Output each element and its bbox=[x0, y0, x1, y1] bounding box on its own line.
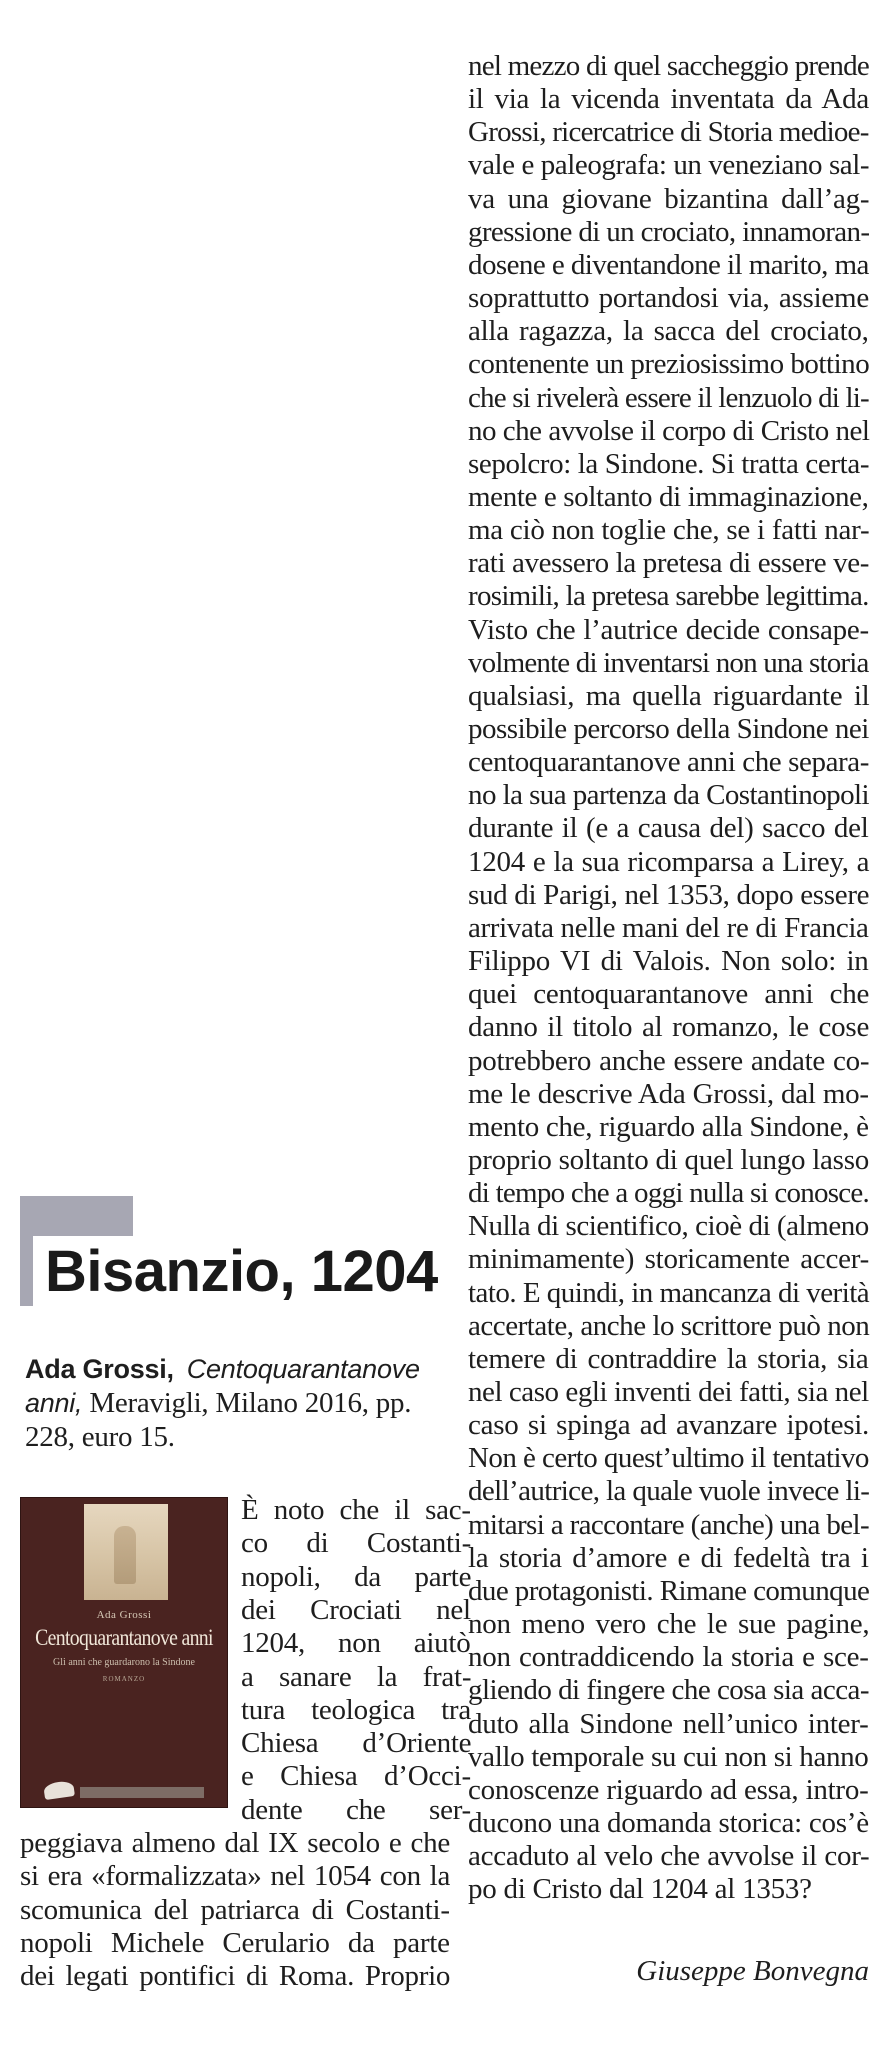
right-column-line: che si rivelerà essere il lenzuolo di li- bbox=[468, 381, 869, 414]
left-wrapped-line: co di Costanti- bbox=[241, 1527, 472, 1560]
right-column-line: me le descrive Ada Grossi, dal mo- bbox=[468, 1077, 869, 1110]
left-wrapped-line: 1204, non aiutò bbox=[241, 1627, 471, 1660]
left-wrapped-line: nopoli, da parte bbox=[241, 1560, 472, 1593]
right-column-line: soprattutto portandosi via, assieme bbox=[468, 282, 869, 315]
left-full-line: peggiava almeno dal IX secolo e che bbox=[20, 1827, 451, 1859]
cover-figure bbox=[114, 1526, 136, 1584]
right-column-line: gliendo di fingere che cosa sia acca- bbox=[468, 1674, 870, 1707]
left-wrapped-line: dente che ser- bbox=[241, 1793, 471, 1826]
right-column-line: gressione di un crociato, innamoran- bbox=[468, 215, 870, 248]
citation-book-title: Centoquarantanove bbox=[186, 1354, 420, 1384]
right-column-line: centoquarantanove anni che separa- bbox=[468, 746, 870, 779]
left-wrapped-line: È noto che il sac- bbox=[241, 1494, 471, 1526]
left-wrapped-line: e Chiesa d’Occi- bbox=[241, 1760, 471, 1793]
right-column-line: vale e paleografa: un veneziano sal- bbox=[468, 149, 870, 182]
right-column-line: durante il (e a causa del) sacco del bbox=[468, 812, 869, 845]
right-column-line: il via la vicenda inventata da Ada bbox=[468, 83, 869, 116]
right-column-line: non meno vero che le sue pagine, bbox=[468, 1608, 870, 1641]
publisher-logo-icon bbox=[43, 1780, 75, 1800]
right-column-line: accertate, anche lo scrittore può non bbox=[468, 1309, 870, 1342]
right-column-line: 1204 e la sua ricomparsa a Lirey, a bbox=[468, 845, 870, 878]
citation-line-3: 228, euro 15. bbox=[25, 1421, 175, 1453]
right-column-line: due protagonisti. Rimane comunque bbox=[468, 1574, 870, 1607]
right-column-line: danno il titolo al romanzo, le cose bbox=[468, 1011, 870, 1044]
left-full-line: si era «formalizzata» nel 1054 con la bbox=[20, 1860, 451, 1893]
right-column-line: potrebbero anche essere andate co- bbox=[468, 1044, 870, 1077]
right-column-line: Visto che l’autrice decide consape- bbox=[468, 613, 869, 646]
cover-subtitle: Gli anni che guardarono la Sindone bbox=[53, 1657, 195, 1668]
right-column-line: contenente un preziosissimo bottino bbox=[468, 348, 870, 381]
right-column-line: Nulla di scientifico, cioè di (almeno bbox=[468, 1210, 869, 1243]
right-column-line: accaduto al velo che avvolse il cor- bbox=[468, 1840, 870, 1873]
left-wrapped-line: Chiesa d’Oriente bbox=[241, 1727, 472, 1760]
right-column-line: nel mezzo di quel saccheggio prende bbox=[468, 50, 869, 82]
cover-title: Centoquarantanove anni bbox=[35, 1625, 213, 1650]
left-full-line: nopoli Michele Cerulario da parte bbox=[20, 1926, 450, 1959]
book-cover-image bbox=[20, 1497, 228, 1808]
right-column-line: temere di contraddire la storia, sia bbox=[468, 1342, 869, 1375]
citation-book-title-end: anni, bbox=[25, 1388, 83, 1418]
citation-line-2 bbox=[25, 1387, 411, 1419]
right-column-line: non contraddicendo la storia e sce- bbox=[468, 1641, 869, 1674]
right-column-line: rati avessero la pretesa di essere ve- bbox=[468, 547, 870, 580]
cover-bottom-band bbox=[80, 1787, 204, 1798]
right-column-line: Grossi, ricercatrice di Storia medioe- bbox=[468, 116, 869, 149]
cover-painting bbox=[84, 1504, 168, 1600]
right-column-line: mento che, riguardo alla Sindone, è bbox=[468, 1110, 869, 1143]
citation-author: Ada Grossi, bbox=[25, 1354, 174, 1384]
left-full-line: scomunica del patriarca di Costanti- bbox=[20, 1893, 450, 1926]
right-column-line: dell’autrice, la quale vuole invece li- bbox=[468, 1475, 870, 1508]
right-column-line: volmente di inventarsi non una storia bbox=[468, 646, 869, 679]
right-column-line: arrivata nelle mani del re di Francia bbox=[468, 911, 869, 944]
cover-author: Ada Grossi bbox=[96, 1609, 152, 1621]
right-column-line: ma ciò non toglie che, se i fatti nar- bbox=[468, 514, 870, 547]
right-column-line: caso si spinga ad avanzare ipotesi. bbox=[468, 1409, 870, 1442]
right-column-line: minimamente) storicamente accer- bbox=[468, 1243, 869, 1276]
article-title: Bisanzio, 1204 bbox=[45, 1239, 438, 1304]
heading-accent-bar bbox=[20, 1196, 133, 1236]
cover-genre: ROMANZO bbox=[102, 1675, 146, 1683]
left-wrapped-line: a sanare la frat- bbox=[241, 1660, 472, 1693]
right-column-line: no che avvolse il corpo di Cristo nel bbox=[468, 414, 870, 447]
right-column-line: qualsiasi, ma quella riguardante il bbox=[468, 679, 870, 712]
author-signature: Giuseppe Bonvegna bbox=[636, 1955, 869, 1987]
right-column-line: Filippo VI di Valois. Non solo: in bbox=[468, 945, 869, 978]
right-column-line: po di Cristo dal 1204 al 1353? bbox=[468, 1873, 812, 1906]
right-column-line: mitarsi a raccontare (anche) una bel- bbox=[468, 1508, 869, 1541]
right-column-line: la storia d’amore e di fedeltà tra i bbox=[468, 1541, 869, 1574]
right-column-line: nel caso egli inventi dei fatti, sia nel bbox=[468, 1376, 869, 1408]
right-column-line: vallo temporale su cui non si hanno bbox=[468, 1740, 869, 1773]
right-column-line: Non è certo quest’ultimo il tentativo bbox=[468, 1442, 869, 1475]
citation-publisher: Meravigli, Milano 2016, pp. bbox=[82, 1387, 412, 1419]
left-wrapped-line: tura teologica tra bbox=[241, 1693, 471, 1726]
right-column-line: sud di Parigi, nel 1353, dopo essere bbox=[468, 878, 870, 911]
right-column-line: duto alla Sindone nell’unico inter- bbox=[468, 1707, 869, 1740]
left-wrapped-line: dei Crociati nel bbox=[241, 1593, 471, 1626]
right-column-line: proprio soltanto di quel lungo lasso bbox=[468, 1143, 869, 1176]
right-column-line: di tempo che a oggi nulla si conosce. bbox=[468, 1177, 870, 1210]
left-full-line: dei legati pontifici di Roma. Proprio bbox=[20, 1960, 451, 1993]
right-column-line: no la sua partenza da Costantinopoli bbox=[468, 779, 870, 812]
right-column-line: rosimili, la pretesa sarebbe legittima. bbox=[468, 580, 869, 613]
right-column-line: ducono una domanda storica: cos’è bbox=[468, 1806, 869, 1839]
citation-line-1 bbox=[25, 1353, 420, 1385]
right-column-line: dosene e diventandone il marito, ma bbox=[468, 248, 869, 281]
right-column-line: tato. E quindi, in mancanza di verità bbox=[468, 1276, 870, 1309]
right-column-line: alla ragazza, la sacca del crociato, bbox=[468, 315, 869, 348]
right-column-line: va una giovane bizantina dall’ag- bbox=[468, 182, 870, 215]
right-column-line: possibile percorso della Sindone nei bbox=[468, 713, 869, 745]
right-column-line: sepolcro: la Sindone. Si tratta certa- bbox=[468, 447, 870, 480]
heading-accent-bar-side bbox=[20, 1196, 33, 1306]
right-column-line: conoscenze riguardo ad essa, intro- bbox=[468, 1773, 869, 1806]
right-column-line: quei centoquarantanove anni che bbox=[468, 978, 870, 1011]
right-column-line: mente e soltanto di immaginazione, bbox=[468, 480, 869, 513]
